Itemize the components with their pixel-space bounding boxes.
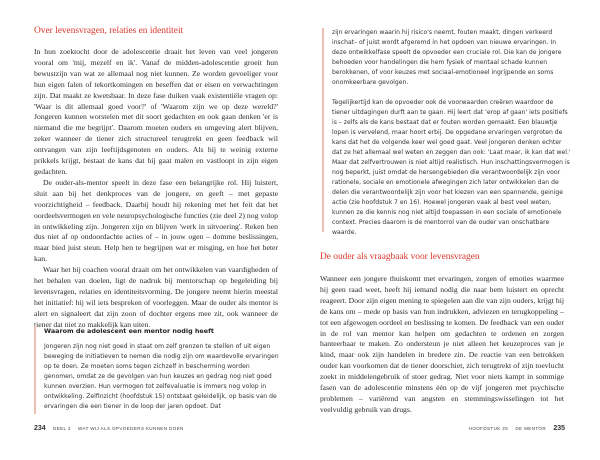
left-page-footer (34, 425, 184, 432)
page-number: 234 (34, 425, 46, 432)
right-body-text (320, 274, 564, 416)
sidebar-title: Waarom de adolescent een mentor nodig heeft (44, 327, 214, 335)
section-heading-vraagbaak: De ouder als vraagbaak voor levensvragen (320, 252, 480, 262)
footer-section: WAT WIJ ALS OPVOEDERS KUNNEN DOEN (78, 426, 184, 431)
sidebar-text: Tegelijkertijd kan de opvoeder ook de voorwaarden creëren waardoor de tiener uitdagingen durft aan te gaan. Hij leert dat 'erop af gaan' iets positiefs is – zelfs als de kans bestaat dat er fouten worden gemaakt. Een blauwtje lopen is vervelend, maar hoort erbij. De opgedane ervaringen vergroten de kans dat het de volgende keer wel goed gaat. Veel jongeren denken echter dat ze het allemaal wel weten en zeggen dan ook: 'Laat maar, ik kan dat wel.' Maar dat zelfvertrouwen is niet altijd realistisch. Hun inschattingsvermogen is nog beperkt, juist omdat de hersengebieden die verantwoordelijk zijn voor rationele, sociale en emotionele afwegingen zich later ontwikkelen dan de delen die verantwoordelijk zijn voor het kiezen van een spannende, geinige actie (zie hoofdstuk 7 en 16). Hoewel jongeren vaak al best veel weten, kunnen ze die kennis nog niet altijd toepassen in een sociale of emotionele context. Precies daarom is de mentorrol van de ouder van onschatbare waarde. (332, 99, 571, 236)
paragraph: De ouder-als-mentor speelt in deze fase een belangrijke rol. Hij luistert, sluit aan bij het denkproces van de jongere, en geeft – met gepaste voorzichtigheid – feedback. Daarbij houdt hij rekening met het feit dat het oordeelsvermogen en vele neuropsychologische functies (zie deel 2) nog volop in ontwikkeling zijn. Jongeren zijn en blijven 'werk in uitvoering'. Reken hen dus niet af op ondoordachte acties of – in jouw ogen – domme beslissingen, maar bied juist steun. Help hen te begrijpen wat er misging, en hoe het beter kan. (34, 177, 278, 264)
sidebar-box-continued (322, 28, 572, 236)
paragraph: Waar het bij coachen vooral draait om het ontwikkelen van vaardigheden of het behalen van doelen, ligt de nadruk bij mentorschap op begeleiding bij levensvragen, relaties en identiteitsvorming. De jongere neemt hierin meestal het initiatief: hij wil iets bespreken of voorleggen. Maar de ouder als mentor is alert en signaleert dat zijn zoon of dochter ergens mee zit, ook wanneer de tiener dat niet zo makkelijk kan uiten. (34, 265, 278, 329)
sidebar-text: Jongeren zijn nog niet goed in staat om zelf grenzen te stellen of uit eigen beweging de initiatieven te nemen die nodig zijn om waardevolle ervaringen op te doen. Ze moeten soms tegen zichzelf in bescherming worden genomen, omdat ze de gevolgen van hun keuzes en gedrag nog niet goed kunnen overzien. Hun vermogen tot zelfevaluatie is immers nog volop in ontwikkeling. Zelfinzicht (hoofdstuk 15) ontstaat geleidelijk, op basis van de ervaringen die een tiener in de loop der jaren opdoet. Dat (44, 343, 279, 410)
section-heading-levensvragen: Over levensvragen, relaties en identiteit (34, 26, 184, 36)
paragraph: Wanneer een jongere thuiskomt met ervaringen, zorgen of emoties waarmee hij geen raad weet, heeft hij iemand nodig die naar hem luistert en oprecht reageert. Door zijn eigen mening te spiegelen aan die van zijn ouders, krijgt hij de kans om – mede op basis van hun indrukken, adviezen en terugkoppeling – tot een afgewogen oordeel en beslissing te komen. De feedback van een ouder in de rol van mentor kan helpen om gedachten te ordenen en zorgen hanteerbaar te maken. Zo ondersteun je niet alleen het keuzeproces van je kind, maar ook zijn handelen in bredere zin. De reactie van een betrokken ouder kan voorkomen dat de tiener doorschiet, zich terugtrekt of zijn toevlucht zoekt in middelengebruik of stoer gedrag. Niet voor niets kampt in sommige fasen van de adolescentie minstens één op de vijf jongeren met psychische problemen – variërend van angsten en stemmingswisselingen tot het veelvuldig gebruik van drugs. (320, 274, 564, 414)
footer-title: DE MENTOR (515, 426, 547, 431)
left-body-text (34, 47, 278, 331)
right-page-footer (469, 425, 565, 432)
footer-chapter: HOOFDSTUK 25 (468, 426, 509, 431)
footer-part: DEEL 3 (52, 426, 71, 431)
sidebar-box-mentor (34, 326, 280, 414)
page-number: 235 (553, 425, 565, 432)
paragraph: In hun zoektocht door de adolescentie draait het leven van veel jongeren vooral om 'mij, mezelf en ik'. Vanaf de midden-adolescentie groeit hun bewustzijn van wat ze allemaal nog niet kunnen. Ze worden gevoeliger voor hun eigen falen of tekortkomingen en beseffen dat er eisen en verwachtingen zijn. Dat maakt ze kwetsbaar. In deze fase duiken vaak existentiële vragen op: 'Waar is dit allemaal goed voor?' of 'Waarom zijn we op deze wereld?' Jongeren kunnen worstelen met dit soort gedachten en ook gaan denken 'er is niemand die me begrijpt'. Daarom moeten ouders en omgeving alert blijven, zeker wanneer de tiener zich structureel terugtrekt en geen feedback wil ontvangen van zijn leeftijdsgenoten en ouders. Als hij te weinig externe prikkels krijgt, bestaat de kans dat hij gaat malen en vastloopt in zijn eigen gedachten. (34, 47, 278, 176)
sidebar-text: zijn ervaringen waarin hij risico's neemt, fouten maakt, dingen verkeerd inschat– of juist wordt afgeremd in het opdoen van nieuwe ervaringen. In deze ontwikkelfase speelt de opvoeder een cruciale rol. Die kan de jongere behoeden voor handelingen die hem fysiek of mentaal schade kunnen berokkenen, of voor keuzes met sociaal-emotioneel ingrijpende en soms onomkeerbare gevolgen. (332, 29, 562, 86)
right-page (300, 0, 600, 460)
